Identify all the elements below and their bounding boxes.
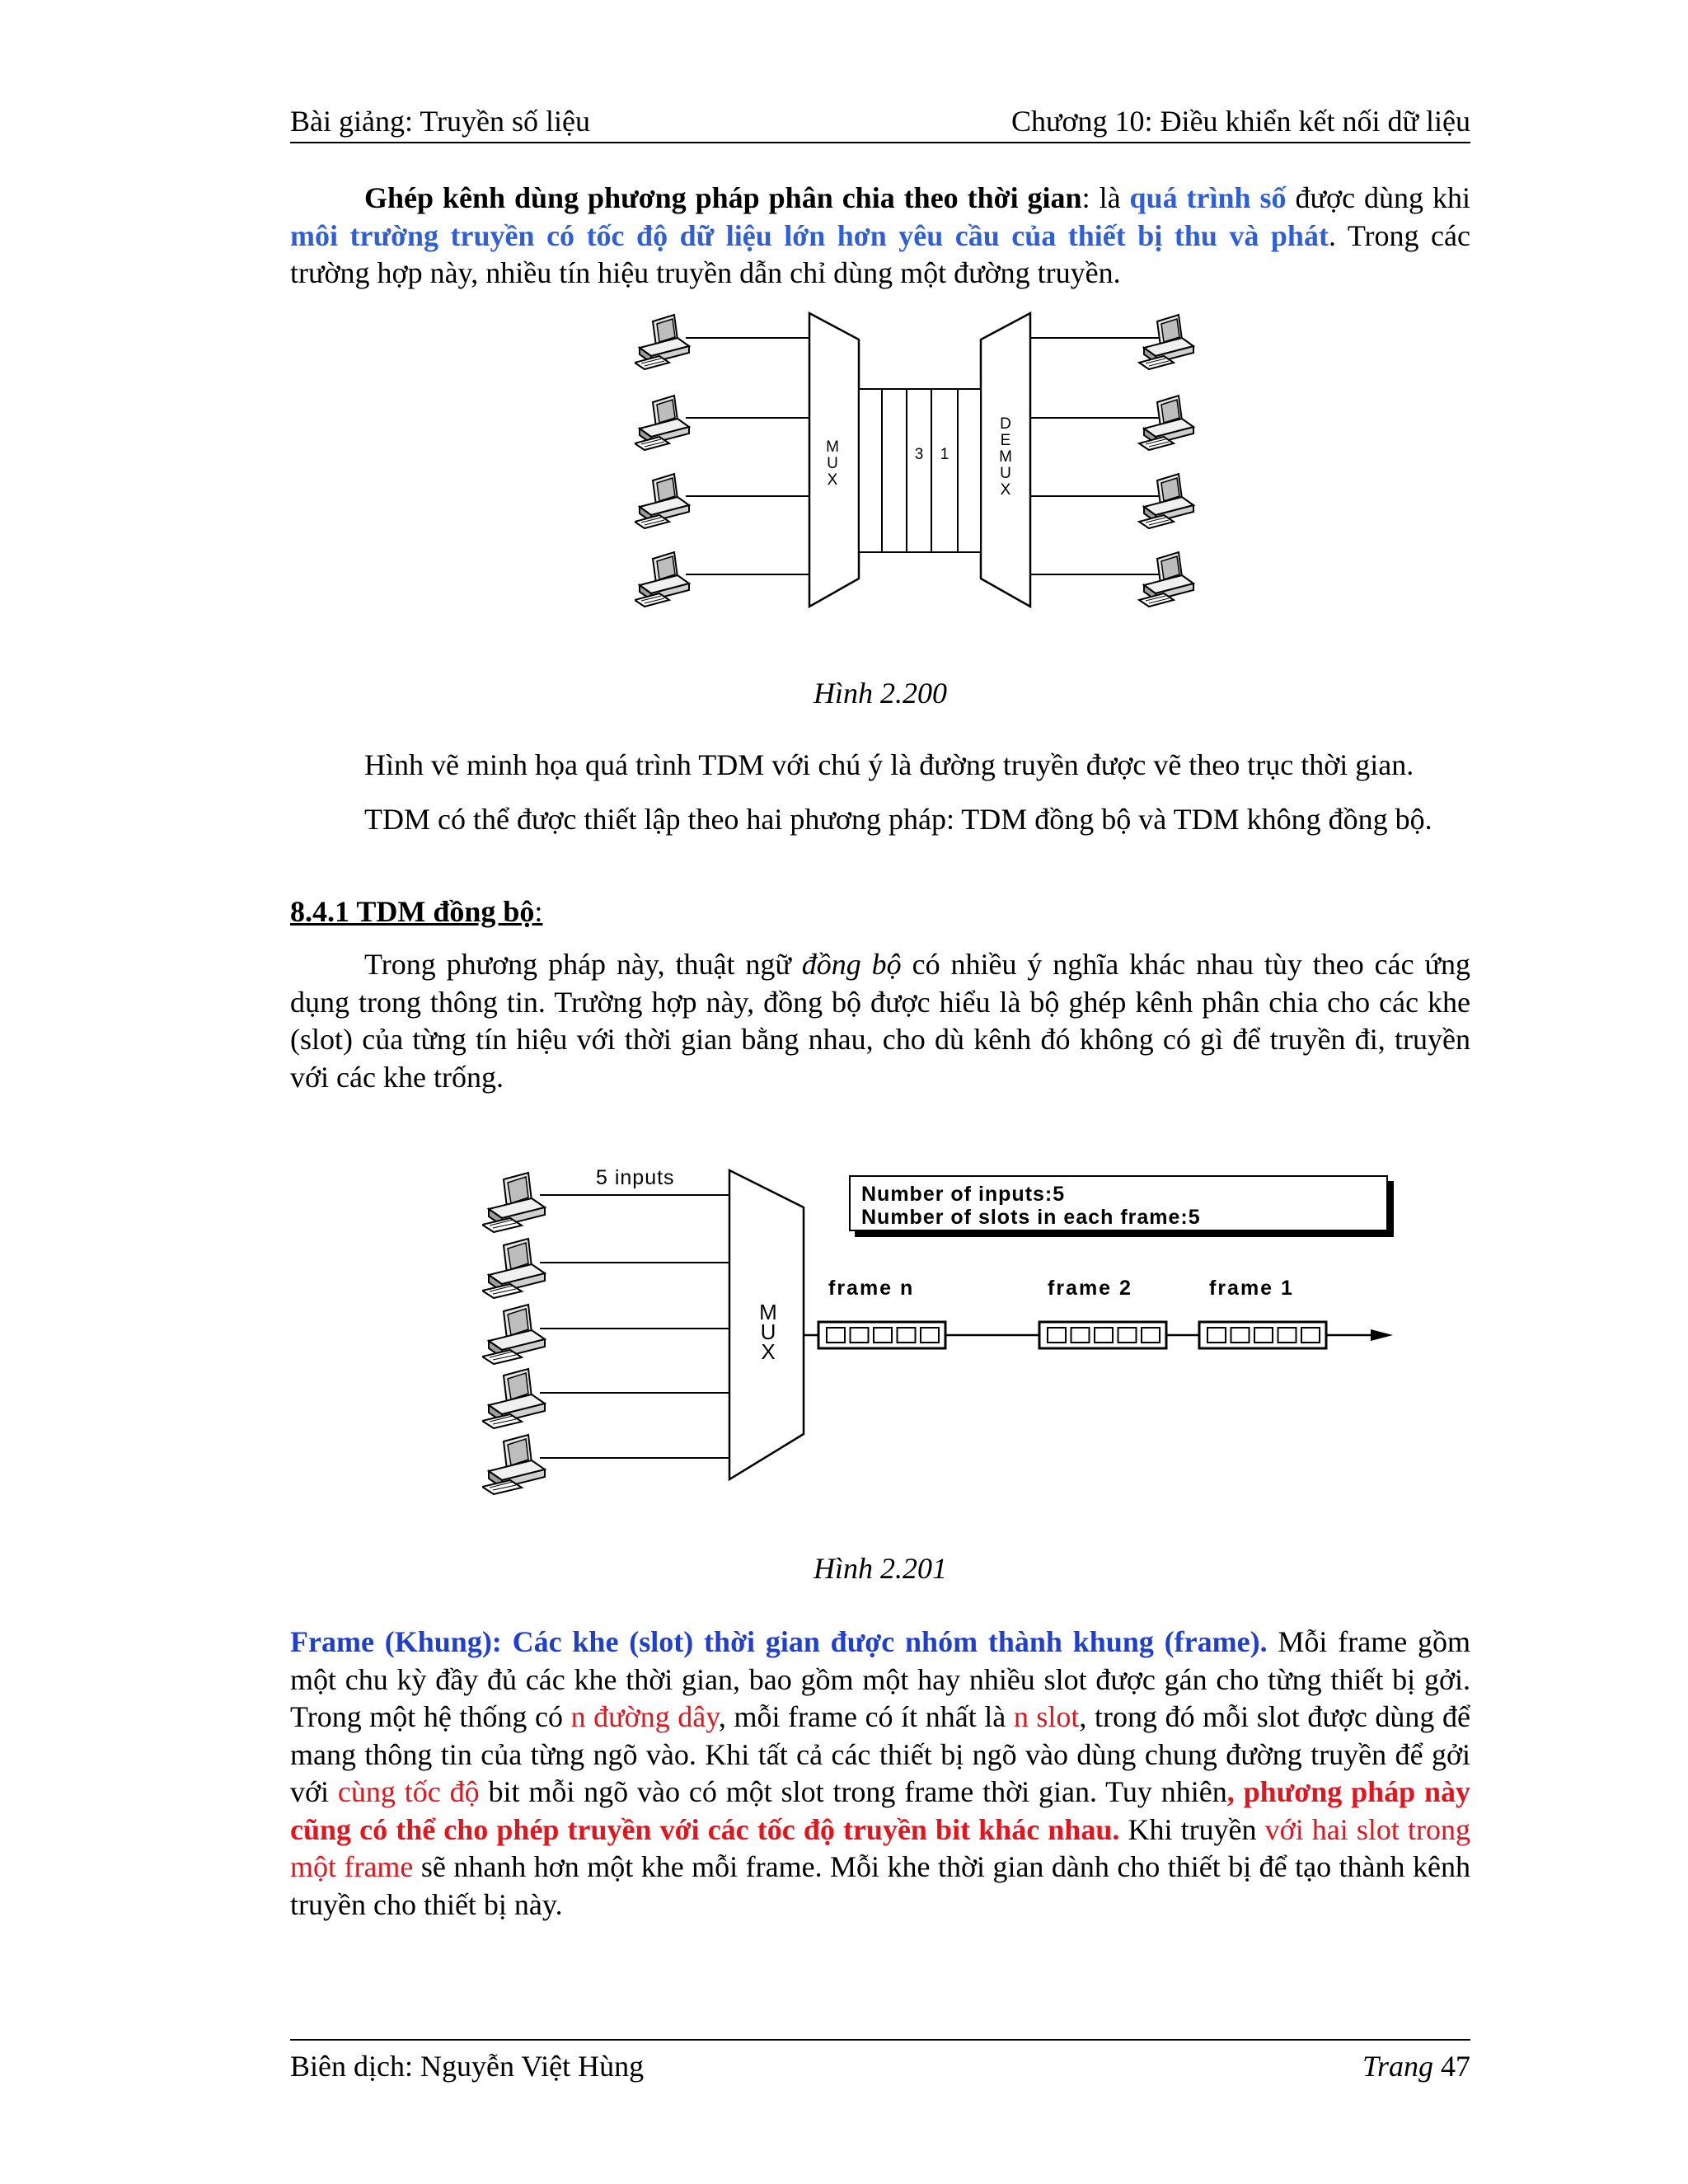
- frame-term: Frame (Khung): Các khe (slot) thời gian được nhóm thành khung (frame).: [290, 1625, 1268, 1658]
- intro-text-2: được dùng khi: [1286, 181, 1470, 214]
- label-letter: X: [827, 471, 838, 489]
- footer-page-number: 47: [1441, 2050, 1470, 2083]
- section-heading-text: 8.4.1 TDM đồng bộ: [290, 895, 535, 928]
- sync-text-1: Trong phương pháp này, thuật ngữ: [364, 948, 802, 981]
- label-letter: U: [1000, 465, 1011, 482]
- computer-icon: [482, 1369, 545, 1428]
- time-slot: [1254, 1328, 1273, 1343]
- info-slots: Number of slots in each frame:5: [861, 1206, 1201, 1229]
- time-slot: [874, 1328, 892, 1343]
- frame-text-1: Mỗi frame gồm một chu kỳ đầy đủ các khe thời gian, bao gồm một hay nhiều slot được gán cho từng thiết bị gởi. Trong một hệ thống có: [290, 1625, 1470, 1733]
- frame-text-2: , mỗi frame có ít nhất là: [718, 1700, 1014, 1733]
- frame-text-6: sẽ nhanh hơn một khe mỗi frame. Mỗi khe thời gian dành cho thiết bị để tạo thành kênh truyền cho thiết bị này.: [290, 1850, 1470, 1921]
- computer-icon: [635, 396, 689, 450]
- footer-translator: Biên dịch: Nguyễn Việt Hùng: [290, 2050, 645, 2083]
- computer-icon: [482, 1239, 545, 1298]
- intro-paragraph: [290, 180, 1470, 293]
- time-slot: [827, 1328, 845, 1343]
- section-heading-colon: :: [534, 895, 543, 928]
- intro-text-3: . Trong các trường hợp này, nhiều tín hiệu truyền dẫn chỉ dùng một đường truyền.: [290, 218, 1470, 289]
- sync-italic-term: đồng bộ: [801, 948, 902, 981]
- frame-highlight-lines: n đường dây: [570, 1700, 719, 1733]
- tdm-illustration-paragraph: Hình vẽ minh họa quá trình TDM với chú ý là đường truyền được vẽ theo trục thời gian.: [364, 748, 1414, 781]
- sync-text-2: có nhiều ý nghĩa khác nhau tùy theo các ứng dụng trong thông tin. Trường hợp này, đồng bộ được hiểu là bộ ghép kênh phân chia cho các khe (slot) của từng tín hiệu với thời gian bằng nhau, cho dù kênh đó không có gì để truyền đi, truyền với các khe trống.: [290, 948, 1470, 1094]
- figure-sync-tdm-diagram: [482, 1158, 1397, 1512]
- computer-icon: [1139, 474, 1193, 528]
- slot-label-3: 3: [914, 446, 924, 463]
- footer-page-label: Trang: [1362, 2050, 1433, 2083]
- intro-term: Ghép kênh dùng phương pháp phân chia theo thời gian: [364, 181, 1082, 214]
- label-letter: D: [1000, 415, 1011, 433]
- frame-highlight-bold: , phương pháp này cũng có thể cho phép truyền với các tốc độ truyền bit khác nhau.: [290, 1775, 1471, 1846]
- intro-highlight-2: môi trường truyền có tốc độ dữ liệu lớn hơn yêu cầu của thiết bị thu và phát: [290, 218, 1329, 252]
- frame-label-2: frame 2: [1048, 1277, 1132, 1300]
- computer-icon: [1139, 396, 1193, 450]
- frame-label-n: frame n: [828, 1277, 915, 1300]
- label-letter: E: [1000, 432, 1011, 449]
- time-slot: [921, 1328, 939, 1343]
- computer-icon: [1139, 315, 1193, 369]
- frame-highlight-slots: n slot: [1013, 1700, 1080, 1733]
- frame-paragraph: [290, 1624, 1470, 1924]
- label-letter: X: [761, 1339, 776, 1364]
- frame-text-5: Khi truyền: [1119, 1812, 1265, 1846]
- label-letter: U: [760, 1319, 776, 1344]
- figure2-caption: Hình 2.201: [814, 1552, 947, 1585]
- computer-icon: [482, 1435, 545, 1494]
- label-letter: X: [1000, 481, 1011, 499]
- inputs-label: 5 inputs: [596, 1166, 675, 1189]
- demux-label: [999, 415, 1012, 499]
- time-slot: [1071, 1328, 1090, 1343]
- label-letter: M: [999, 448, 1012, 466]
- figure1-caption: Hình 2.200: [814, 677, 947, 710]
- page-header: [290, 101, 1470, 143]
- time-slot: [851, 1328, 869, 1343]
- frame-highlight-speed: cùng tốc độ: [337, 1775, 480, 1808]
- label-letter: U: [827, 455, 838, 472]
- computer-icon: [482, 1305, 545, 1364]
- time-slot: [1118, 1328, 1137, 1343]
- mux-label: [759, 1300, 777, 1364]
- computer-icon: [635, 315, 689, 369]
- intro-highlight-1: quá trình số: [1129, 181, 1287, 214]
- time-slot: [1231, 1328, 1250, 1343]
- label-letter: M: [759, 1300, 777, 1324]
- figure-mux-demux-diagram: [635, 307, 1228, 636]
- time-slot: [1048, 1328, 1066, 1343]
- mux-label: [826, 438, 839, 489]
- time-slot: [1142, 1328, 1160, 1343]
- intro-text-1: : là: [1081, 181, 1130, 214]
- time-slot: [898, 1328, 916, 1343]
- sync-tdm-paragraph: [290, 946, 1470, 1096]
- info-inputs: Number of inputs:5: [861, 1183, 1066, 1206]
- label-letter: M: [826, 438, 839, 456]
- slot-label-1: 1: [940, 446, 950, 463]
- tdm-methods-paragraph: TDM có thể được thiết lập theo hai phương pháp: TDM đồng bộ và TDM không đồng bộ.: [364, 803, 1432, 836]
- frame-highlight-two-slots: với hai slot trong một frame: [290, 1812, 1470, 1883]
- computer-icon: [1139, 552, 1193, 607]
- header-chapter-title: Chương 10: Điều khiển kết nối dữ liệu: [1011, 105, 1470, 138]
- frames-group: [818, 1322, 1326, 1348]
- frame-label-1: frame 1: [1209, 1277, 1294, 1300]
- section-heading: [290, 893, 1470, 931]
- time-slot: [1278, 1328, 1296, 1343]
- footer-page: [1362, 2049, 1470, 2083]
- frame-text-4: bit mỗi ngõ vào có một slot trong frame thời gian. Tuy nhiên: [479, 1775, 1227, 1808]
- time-slot: [1095, 1328, 1113, 1343]
- computer-icon: [635, 552, 689, 607]
- header-course-title: Bài giảng: Truyền số liệu: [290, 105, 591, 138]
- arrow-head-icon: [1371, 1329, 1393, 1341]
- time-slot: [1301, 1328, 1320, 1343]
- page-footer: [290, 2039, 1470, 2082]
- transmission-channel: [859, 389, 981, 552]
- frame-text-3: , trong đó mỗi slot được dùng để mang thông tin của từng ngõ vào. Khi tất cả các thiết bị ngõ vào dùng chung đường truyền để gởi với: [290, 1700, 1470, 1808]
- time-slot: [1207, 1328, 1226, 1343]
- computer-icon: [635, 474, 689, 528]
- computer-icon: [482, 1173, 545, 1232]
